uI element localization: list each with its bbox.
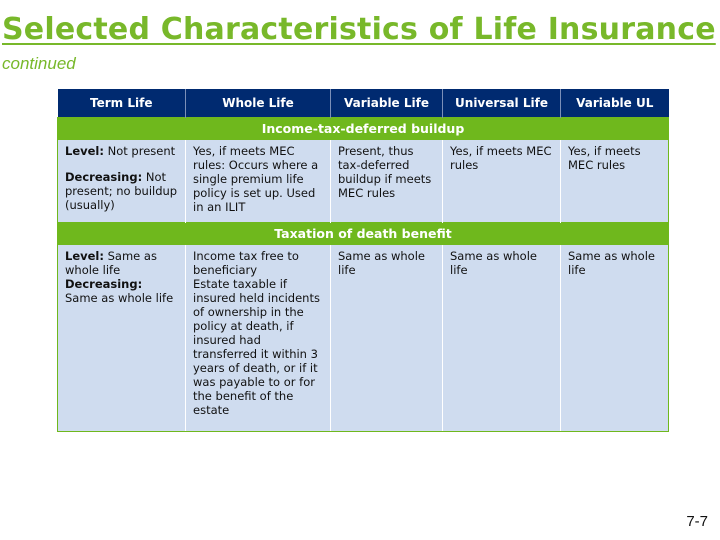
header-variable-life: Variable Life [331,89,443,118]
header-universal-life: Universal Life [443,89,561,118]
level-label: Level: [65,249,104,263]
cell-universal-life: Same as whole life [443,245,561,432]
decreasing-label: Decreasing: [65,277,143,292]
table-header-row [58,89,669,118]
cell-variable-life: Present, thus tax-deferred buildup if meets MEC rules [331,140,443,223]
cell-variable-ul: Yes, if meets MEC rules [561,140,669,223]
slide-title: Selected Characteristics of Life Insurance [2,12,716,47]
decreasing-label: Decreasing: [65,170,143,185]
section-row-death-benefit [58,223,669,245]
cell-universal-life: Yes, if meets MEC rules [443,140,561,223]
decreasing-text: Same as whole life [65,291,174,306]
level-text: Not present [103,144,176,158]
whole-life-line-1: Income tax free to beneficiary [193,249,299,278]
decreasing-text: Not present; no buildup (usually) [65,170,178,213]
table-row [58,140,669,223]
cell-term-life [58,245,186,432]
cell-whole-life: Yes, if meets MEC rules: Occurs where a single premium life policy is set up. Used in an ILIT [186,140,331,223]
level-text: Same as whole life [65,249,157,278]
cell-variable-life: Same as whole life [331,245,443,432]
slide-subtitle: continued [2,54,76,73]
section-label-income-tax: Income-tax-deferred buildup [58,118,669,140]
whole-life-line-2: Estate taxable if insured held incidents of ownership in the policy at death, if insured had transferred it within 3 years of death, or if it was payable to or for the benefit of the estate [193,277,320,418]
section-label-death-benefit: Taxation of death benefit [58,223,669,245]
table-row [58,245,669,432]
header-variable-ul: Variable UL [561,89,669,118]
cell-variable-ul: Same as whole life [561,245,669,432]
header-whole-life: Whole Life [186,89,331,118]
cell-whole-life [186,245,331,432]
page-number: 7-7 [686,513,708,530]
level-label: Level: [65,144,104,158]
header-term-life: Term Life [58,89,186,118]
section-row-income-tax [58,118,669,140]
characteristics-table [57,89,669,432]
cell-term-life [58,140,186,223]
